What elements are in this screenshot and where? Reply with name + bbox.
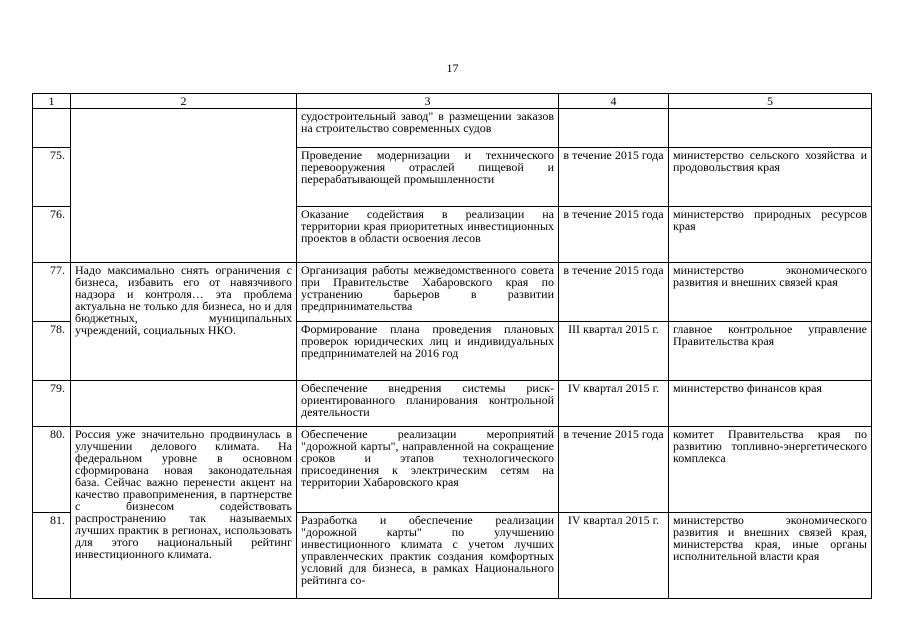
row-number: 77.: [33, 263, 71, 322]
action-plan-table: [32, 93, 872, 599]
measure-cell: Обеспечение реализации мероприятий "дорожной карты", направленной на сокращение сроков и этапов технологического присоединения к электрическим сетям на территории Хабаровского края: [297, 427, 559, 513]
responsible-cell: министерство природных ресурсов края: [669, 207, 872, 263]
task-cell: Надо максимально снять ограничения с бизнеса, избавить его от навязчивого надзора и контроля… эта проблема актуальна не только для бизнеса, но и для бюджетных, муниципальных учреждений, социальных НКО.: [71, 263, 297, 381]
measure-cell: Оказание содействия в реализации на территории края приоритетных инвестиционных проектов в области освоения лесов: [297, 207, 559, 263]
measure-cell: Разработка и обеспечение реализации "дорожной карты" по улучшению инвестиционного климата с учетом лучших управленческих практик создания комфортных условий для бизнеса, в рамках Национального рейтинга со-: [297, 513, 559, 599]
deadline-cell: в течение 2015 года: [559, 207, 669, 263]
deadline-cell: в течение 2015 года: [559, 427, 669, 513]
row-number: 76.: [33, 207, 71, 263]
deadline-cell: [559, 109, 669, 148]
responsible-cell: [669, 109, 872, 148]
row-number: [33, 109, 71, 148]
measure-cell: Обеспечение внедрения системы риск-ориентированного планирования контрольной деятельности: [297, 381, 559, 427]
column-number-5: 5: [669, 94, 872, 109]
deadline-cell: IV квартал 2015 г.: [559, 513, 669, 599]
row-number: 75.: [33, 148, 71, 207]
deadline-cell: в течение 2015 года: [559, 263, 669, 322]
deadline-cell: в течение 2015 года: [559, 148, 669, 207]
column-number-1: 1: [33, 94, 71, 109]
task-cell: [71, 109, 297, 263]
row-number: 78.: [33, 322, 71, 381]
task-cell: Россия уже значительно продвинулась в улучшении делового климата. На федеральном уровне в основном сформирована новая законодательная база. Сейчас важно перенести акцент на качество правоприменения, в партнерстве с бизнесом содействовать распространению так называемых лучших практик в регионах, использовать для этого национальный рейтинг инвестиционного климата.: [71, 427, 297, 599]
deadline-cell: III квартал 2015 г.: [559, 322, 669, 381]
responsible-cell: министерство финансов края: [669, 381, 872, 427]
column-number-4: 4: [559, 94, 669, 109]
row-number: 81.: [33, 513, 71, 599]
measure-cell: Проведение модернизации и технического перевооружения отраслей пищевой и перерабатывающей промышленности: [297, 148, 559, 207]
responsible-cell: министерство экономического развития и внешних связей края, министерства края, иные органы исполнительной власти края: [669, 513, 872, 599]
row-number: 79.: [33, 381, 71, 427]
deadline-cell: IV квартал 2015 г.: [559, 381, 669, 427]
measure-cell: судостроительный завод" в размещении заказов на строительство современных судов: [297, 109, 559, 148]
page-number: 17: [446, 61, 459, 75]
responsible-cell: министерство экономического развития и внешних связей края: [669, 263, 872, 322]
table-row: [33, 427, 872, 513]
responsible-cell: главное контрольное управление Правительства края: [669, 322, 872, 381]
responsible-cell: комитет Правительства края по развитию топливно-энергетического комплекса: [669, 427, 872, 513]
column-number-row: [33, 94, 872, 109]
table-row: [33, 263, 872, 322]
task-cell: [71, 381, 297, 427]
measure-cell: Формирование плана проведения плановых проверок юридических лиц и индивидуальных предпринимателей на 2016 год: [297, 322, 559, 381]
measure-cell: Организация работы межведомственного совета при Правительстве Хабаровского края по устранению барьеров в развитии предпринимательства: [297, 263, 559, 322]
table-row: [33, 381, 872, 427]
responsible-cell: министерство сельского хозяйства и продовольствия края: [669, 148, 872, 207]
column-number-2: 2: [71, 94, 297, 109]
column-number-3: 3: [297, 94, 559, 109]
row-number: 80.: [33, 427, 71, 513]
table-row: [33, 109, 872, 148]
